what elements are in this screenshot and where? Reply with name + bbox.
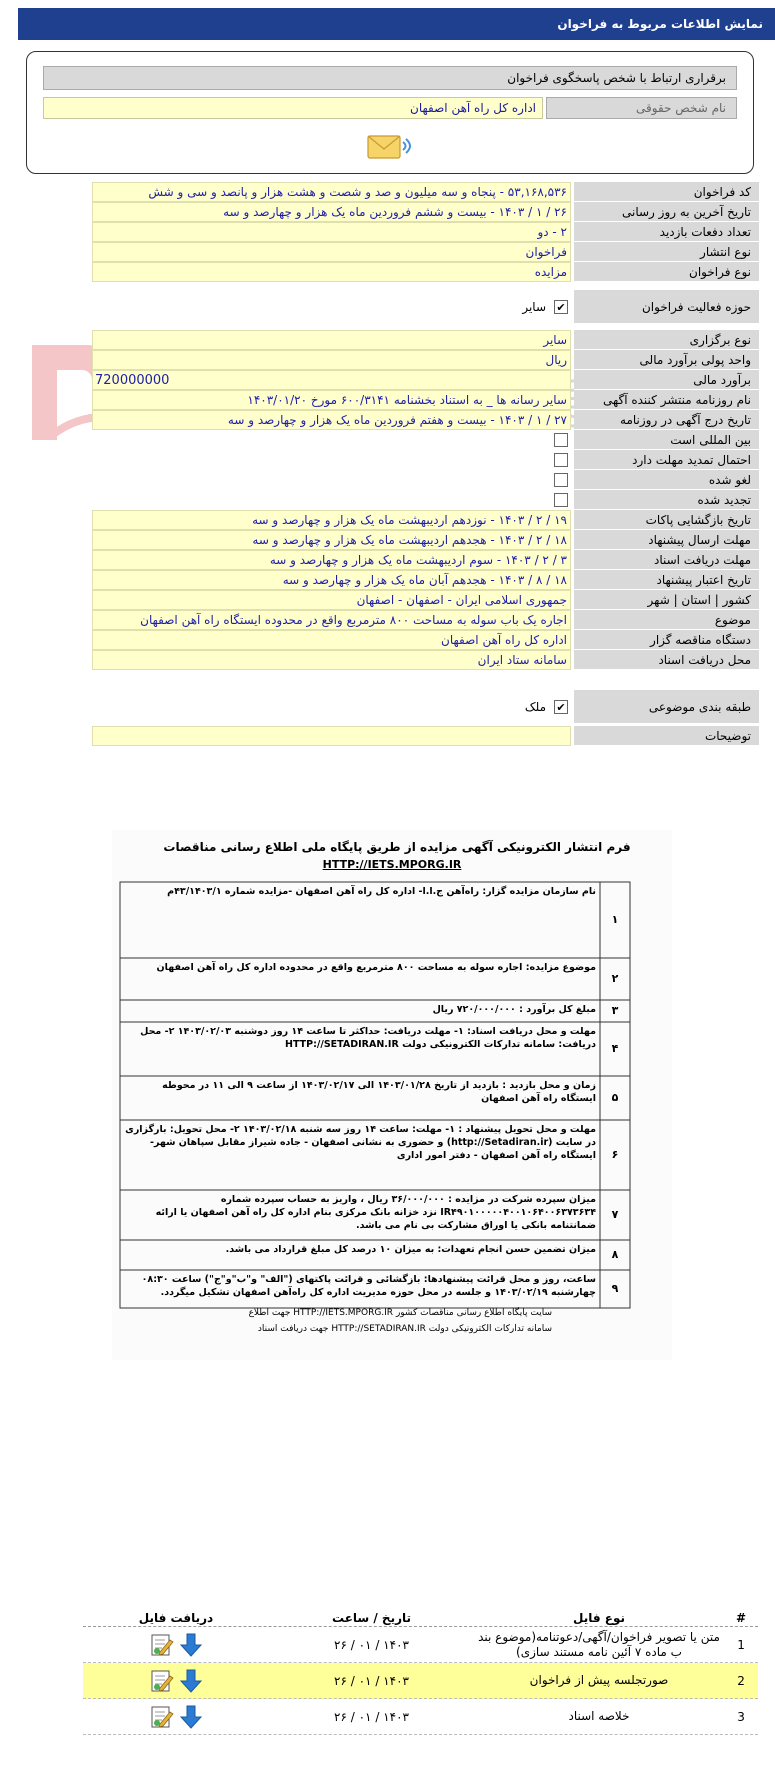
doc-row-text: مهلت و محل تحویل پیشنهاد : ۱- مهلت: ساعت ۱۴ روز سه شنبه ۱۴۰۳/۰۲/۱۸ ۲- محل تحویل: بارگزاری در سایت (http://Setadiran.ir) و حضوری به نشانی اصفهان - جاده شیراز مقابل سپاهان شهر-ایستگاه راه آهن اصفهان - دفتر امور اداری [125, 1124, 596, 1161]
field-label: طبقه بندی موضوعی [574, 690, 759, 724]
field-row [92, 590, 759, 610]
field-row [92, 570, 759, 590]
page-title: نمایش اطلاعات مربوط به فراخوان [18, 8, 775, 40]
field-row [92, 690, 759, 724]
doc-row-number: ۸ [611, 1248, 619, 1261]
field-label: لغو شده [574, 470, 759, 490]
field-label: تجدید شده [574, 490, 759, 510]
file-download-cell [83, 1663, 269, 1698]
checkbox[interactable]: ✔ [554, 300, 568, 314]
field-value: سایر [522, 300, 546, 314]
field-label: نوع انتشار [574, 242, 759, 262]
field-value: اجاره یک باب سوله به مساحت ۸۰۰ مترمربع واقع در محدوده ایستگاه راه آهن اصفهان [92, 610, 571, 630]
checkbox[interactable] [554, 453, 568, 467]
field-row [92, 726, 759, 746]
doc-row-text: میزان سپرده شرکت در مزایده : ۳۶/۰۰۰/۰۰۰ ریال ، واریز به حساب سپرده شماره IR۴۹۰۱۰۰۰۰۰۴۰۰۱۰۶۴۰۰۶۳۷۳۶۳۴ نزد خزانه بانک مرکزی بنام اداره کل راه آهن اصفهان یا ارائه ضمانتنامه بانکی یا اوراق مشارکت بی نام می باشد. [155, 1194, 596, 1231]
field-value [92, 726, 571, 746]
doc-row-number: ۴ [611, 1042, 619, 1055]
doc-row-text: زمان و محل بازدید : بازدید از تاریخ ۱۴۰۳/۰۱/۲۸ الی ۱۴۰۳/۰۲/۱۷ از ساعت ۹ الی ۱۱ در محوطه ایستگاه راه آهن اصفهان [162, 1080, 596, 1104]
col-date: تاریخ / ساعت [331, 1610, 412, 1625]
doc-row-text: میزان تضمین حسن انجام تعهدات: به میزان ۱۰ درصد کل مبلغ قرارداد می باشد. [225, 1244, 596, 1255]
field-value: ۱۹ / ۲ / ۱۴۰۳ - نوزدهم اردیبهشت ماه یک هزار و چهارصد و سه [92, 510, 571, 530]
field-value: ریال [92, 350, 571, 370]
field-row [92, 470, 759, 490]
field-label: موضوع [574, 610, 759, 630]
field-row [92, 450, 759, 470]
field-row [92, 510, 759, 530]
doc-url: HTTP://IETS.MPORG.IR [322, 858, 462, 871]
contact-label: نام شخص حقوقی [546, 97, 737, 119]
checkbox[interactable] [554, 433, 568, 447]
field-label: احتمال تمدید مهلت دارد [574, 450, 759, 470]
file-row [83, 1699, 758, 1735]
checkbox[interactable]: ✔ [554, 700, 568, 714]
doc-row-number: ۹ [611, 1282, 619, 1295]
field-label: تاریخ آخرین به روز رسانی [574, 202, 759, 222]
file-number: 3 [737, 1709, 745, 1724]
files-header [83, 1609, 758, 1627]
field-row [92, 330, 759, 350]
field-label: تاریخ درج آگهی در روزنامه [574, 410, 759, 430]
field-row [92, 370, 759, 390]
field-row [92, 242, 759, 262]
field-label: نام روزنامه منتشر کننده آگهی [574, 390, 759, 410]
field-value: فراخوان [92, 242, 571, 262]
field-row [92, 262, 759, 282]
document-edit-icon[interactable] [149, 1668, 175, 1694]
doc-row-text: ساعت، روز و محل قرائت پیشنهادها: بازگشائی و قرائت پاکتهای ("الف" و"ب"و"ج") ساعت ۰۸:۳۰ چهارشنبه ۱۴۰۳/۰۲/۱۹ و جلسه در محل حوزه مدیریت اداره کل راه‌آهن اصفهان تشکیل میگردد. [141, 1274, 596, 1298]
field-label: مهلت ارسال پیشنهاد [574, 530, 759, 550]
document-edit-icon[interactable] [149, 1632, 175, 1658]
field-label: حوزه فعالیت فراخوان [574, 290, 759, 324]
field-label: دستگاه مناقصه گزار [574, 630, 759, 650]
doc-row-text: نام سازمان مزایده گزار: راه‌آهن ج.ا.ا- اداره کل راه آهن اصفهان -مزایده شماره ۴۳/۱۴۰۳/۱م [167, 886, 596, 897]
file-download-cell [83, 1699, 269, 1734]
files-table [83, 1609, 758, 1735]
field-value: ۲ - دو [92, 222, 571, 242]
field-value: سایر رسانه ها _ به استناد بخشنامه ۶۰۰/۳۱۴۱ مورخ ۱۴۰۳/۰۱/۲۰ [92, 390, 571, 410]
field-value: ۲۷ / ۱ / ۱۴۰۳ - بیست و هفتم فروردین ماه یک هزار و چهارصد و سه [92, 410, 571, 430]
download-arrow-icon[interactable] [178, 1704, 204, 1730]
field-value: ۳ / ۲ / ۱۴۰۳ - سوم اردیبهشت ماه یک هزار و چهارصد و سه [92, 550, 571, 570]
col-no: # [735, 1610, 747, 1625]
doc-row-number: ۳ [611, 1004, 619, 1017]
checkbox[interactable] [554, 473, 568, 487]
field-label: توضیحات [574, 726, 759, 746]
field-value: 720000000 [92, 370, 571, 390]
doc-row-text: مبلغ کل برآورد : ۷۲۰/۰۰۰/۰۰۰ ریال [432, 1004, 596, 1015]
field-row [92, 290, 759, 324]
field-value: ۲۶ / ۱ / ۱۴۰۳ - بیست و ششم فروردین ماه یک هزار و چهارصد و سه [92, 202, 571, 222]
field-value: ۱۸ / ۸ / ۱۴۰۳ - هجدهم آبان ماه یک هزار و چهارصد و سه [92, 570, 571, 590]
field-label: مهلت دریافت اسناد [574, 550, 759, 570]
file-number: 1 [737, 1637, 745, 1652]
envelope-icon[interactable] [362, 130, 412, 166]
field-label: نوع برگزاری [574, 330, 759, 350]
field-row [92, 430, 759, 450]
field-value: جمهوری اسلامی ایران - اصفهان - اصفهان [92, 590, 571, 610]
contact-box [26, 51, 754, 174]
doc-row-number: ۱ [611, 913, 619, 926]
field-row [92, 650, 759, 670]
announcement-scan [112, 830, 672, 1360]
doc-footer-2: سامانه تدارکات الکترونیکی دولت HTTP://SETADIRAN.IR جهت دریافت اسناد [257, 1324, 552, 1334]
doc-row-number: ۵ [611, 1091, 619, 1104]
checkbox[interactable] [554, 493, 568, 507]
field-row [92, 530, 759, 550]
file-download-cell [83, 1627, 269, 1662]
field-value: سایر [92, 330, 571, 350]
field-label: برآورد مالی [574, 370, 759, 390]
field-label: بین المللی است [574, 430, 759, 450]
field-value: ۵۳,۱۶۸,۵۳۶ - پنجاه و سه میلیون و صد و شصت و هشت هزار و پانصد و سی و شش [92, 182, 571, 202]
doc-title: فرم انتشار الکترونیکی آگهی مزایده از طریق پایگاه ملی اطلاع رسانی مناقصات [163, 840, 631, 854]
col-type: نوع فایل [573, 1610, 625, 1625]
field-value: مزایده [92, 262, 571, 282]
page [18, 8, 775, 40]
field-value: ملک [524, 700, 546, 714]
field-value: ۱۸ / ۲ / ۱۴۰۳ - هجدهم اردیبهشت ماه یک هزار و چهارصد و سه [92, 530, 571, 550]
field-row [92, 610, 759, 630]
field-label: تعداد دفعات بازدید [574, 222, 759, 242]
field-label: واحد پولی برآورد مالی [574, 350, 759, 370]
field-value: اداره کل راه آهن اصفهان [92, 630, 571, 650]
field-row [92, 630, 759, 650]
field-label: کشور | استان | شهر [574, 590, 759, 610]
contact-header: برقراری ارتباط با شخص پاسخگوی فراخوان [43, 66, 737, 90]
field-row [92, 550, 759, 570]
field-label: محل دریافت اسناد [574, 650, 759, 670]
doc-row-number: ۷ [611, 1208, 619, 1221]
field-label: تاریخ اعتبار پیشنهاد [574, 570, 759, 590]
contact-value: اداره کل راه آهن اصفهان [43, 97, 543, 119]
file-row [83, 1627, 758, 1663]
file-date: ۱۴۰۳ / ۰۱ / ۲۶ [334, 1673, 409, 1688]
download-arrow-icon[interactable] [178, 1632, 204, 1658]
doc-row-text: مهلت و محل دریافت اسناد: ۱- مهلت دریافت: حداکثر تا ساعت ۱۴ روز دوشنبه ۱۴۰۳/۰۲/۰۳ ۲- محل دریافت: سامانه تدارکات الکترونیکی دولت HTTP://SETADIRAN.IR [140, 1026, 596, 1050]
field-value: سامانه ستاد ایران [92, 650, 571, 670]
field-row [92, 222, 759, 242]
document-edit-icon[interactable] [149, 1704, 175, 1730]
download-arrow-icon[interactable] [178, 1668, 204, 1694]
doc-footer-1: سایت پایگاه اطلاع رسانی مناقصات کشور HTTP://IETS.MPORG.IR جهت اطلاع [248, 1308, 552, 1318]
field-row [92, 490, 759, 510]
file-row [83, 1663, 758, 1699]
file-date: ۱۴۰۳ / ۰۱ / ۲۶ [334, 1637, 409, 1652]
file-type: صورتجلسه پیش از فراخوان [529, 1673, 669, 1687]
col-download: دریافت فایل [138, 1610, 214, 1625]
doc-row-number: ۲ [611, 972, 619, 985]
file-type: خلاصه اسناد [568, 1709, 630, 1723]
file-date: ۱۴۰۳ / ۰۱ / ۲۶ [334, 1709, 409, 1724]
field-row [92, 350, 759, 370]
field-row [92, 390, 759, 410]
field-row [92, 410, 759, 430]
field-row [92, 182, 759, 202]
doc-row-text: موضوع مزایده: اجاره سوله به مساحت ۸۰۰ مترمربع واقع در محدوده اداره کل راه آهن اصفهان [156, 962, 596, 973]
field-row [92, 202, 759, 222]
doc-row-number: ۶ [611, 1148, 619, 1161]
field-label: تاریخ بازگشایی پاکات [574, 510, 759, 530]
field-label: کد فراخوان [574, 182, 759, 202]
file-number: 2 [737, 1673, 745, 1688]
field-label: نوع فراخوان [574, 262, 759, 282]
file-type: متن یا تصویر فراخوان/آگهی/دعوتنامه(موضوع بند ب ماده ۷ آئین نامه مستند سازی) [478, 1629, 720, 1659]
